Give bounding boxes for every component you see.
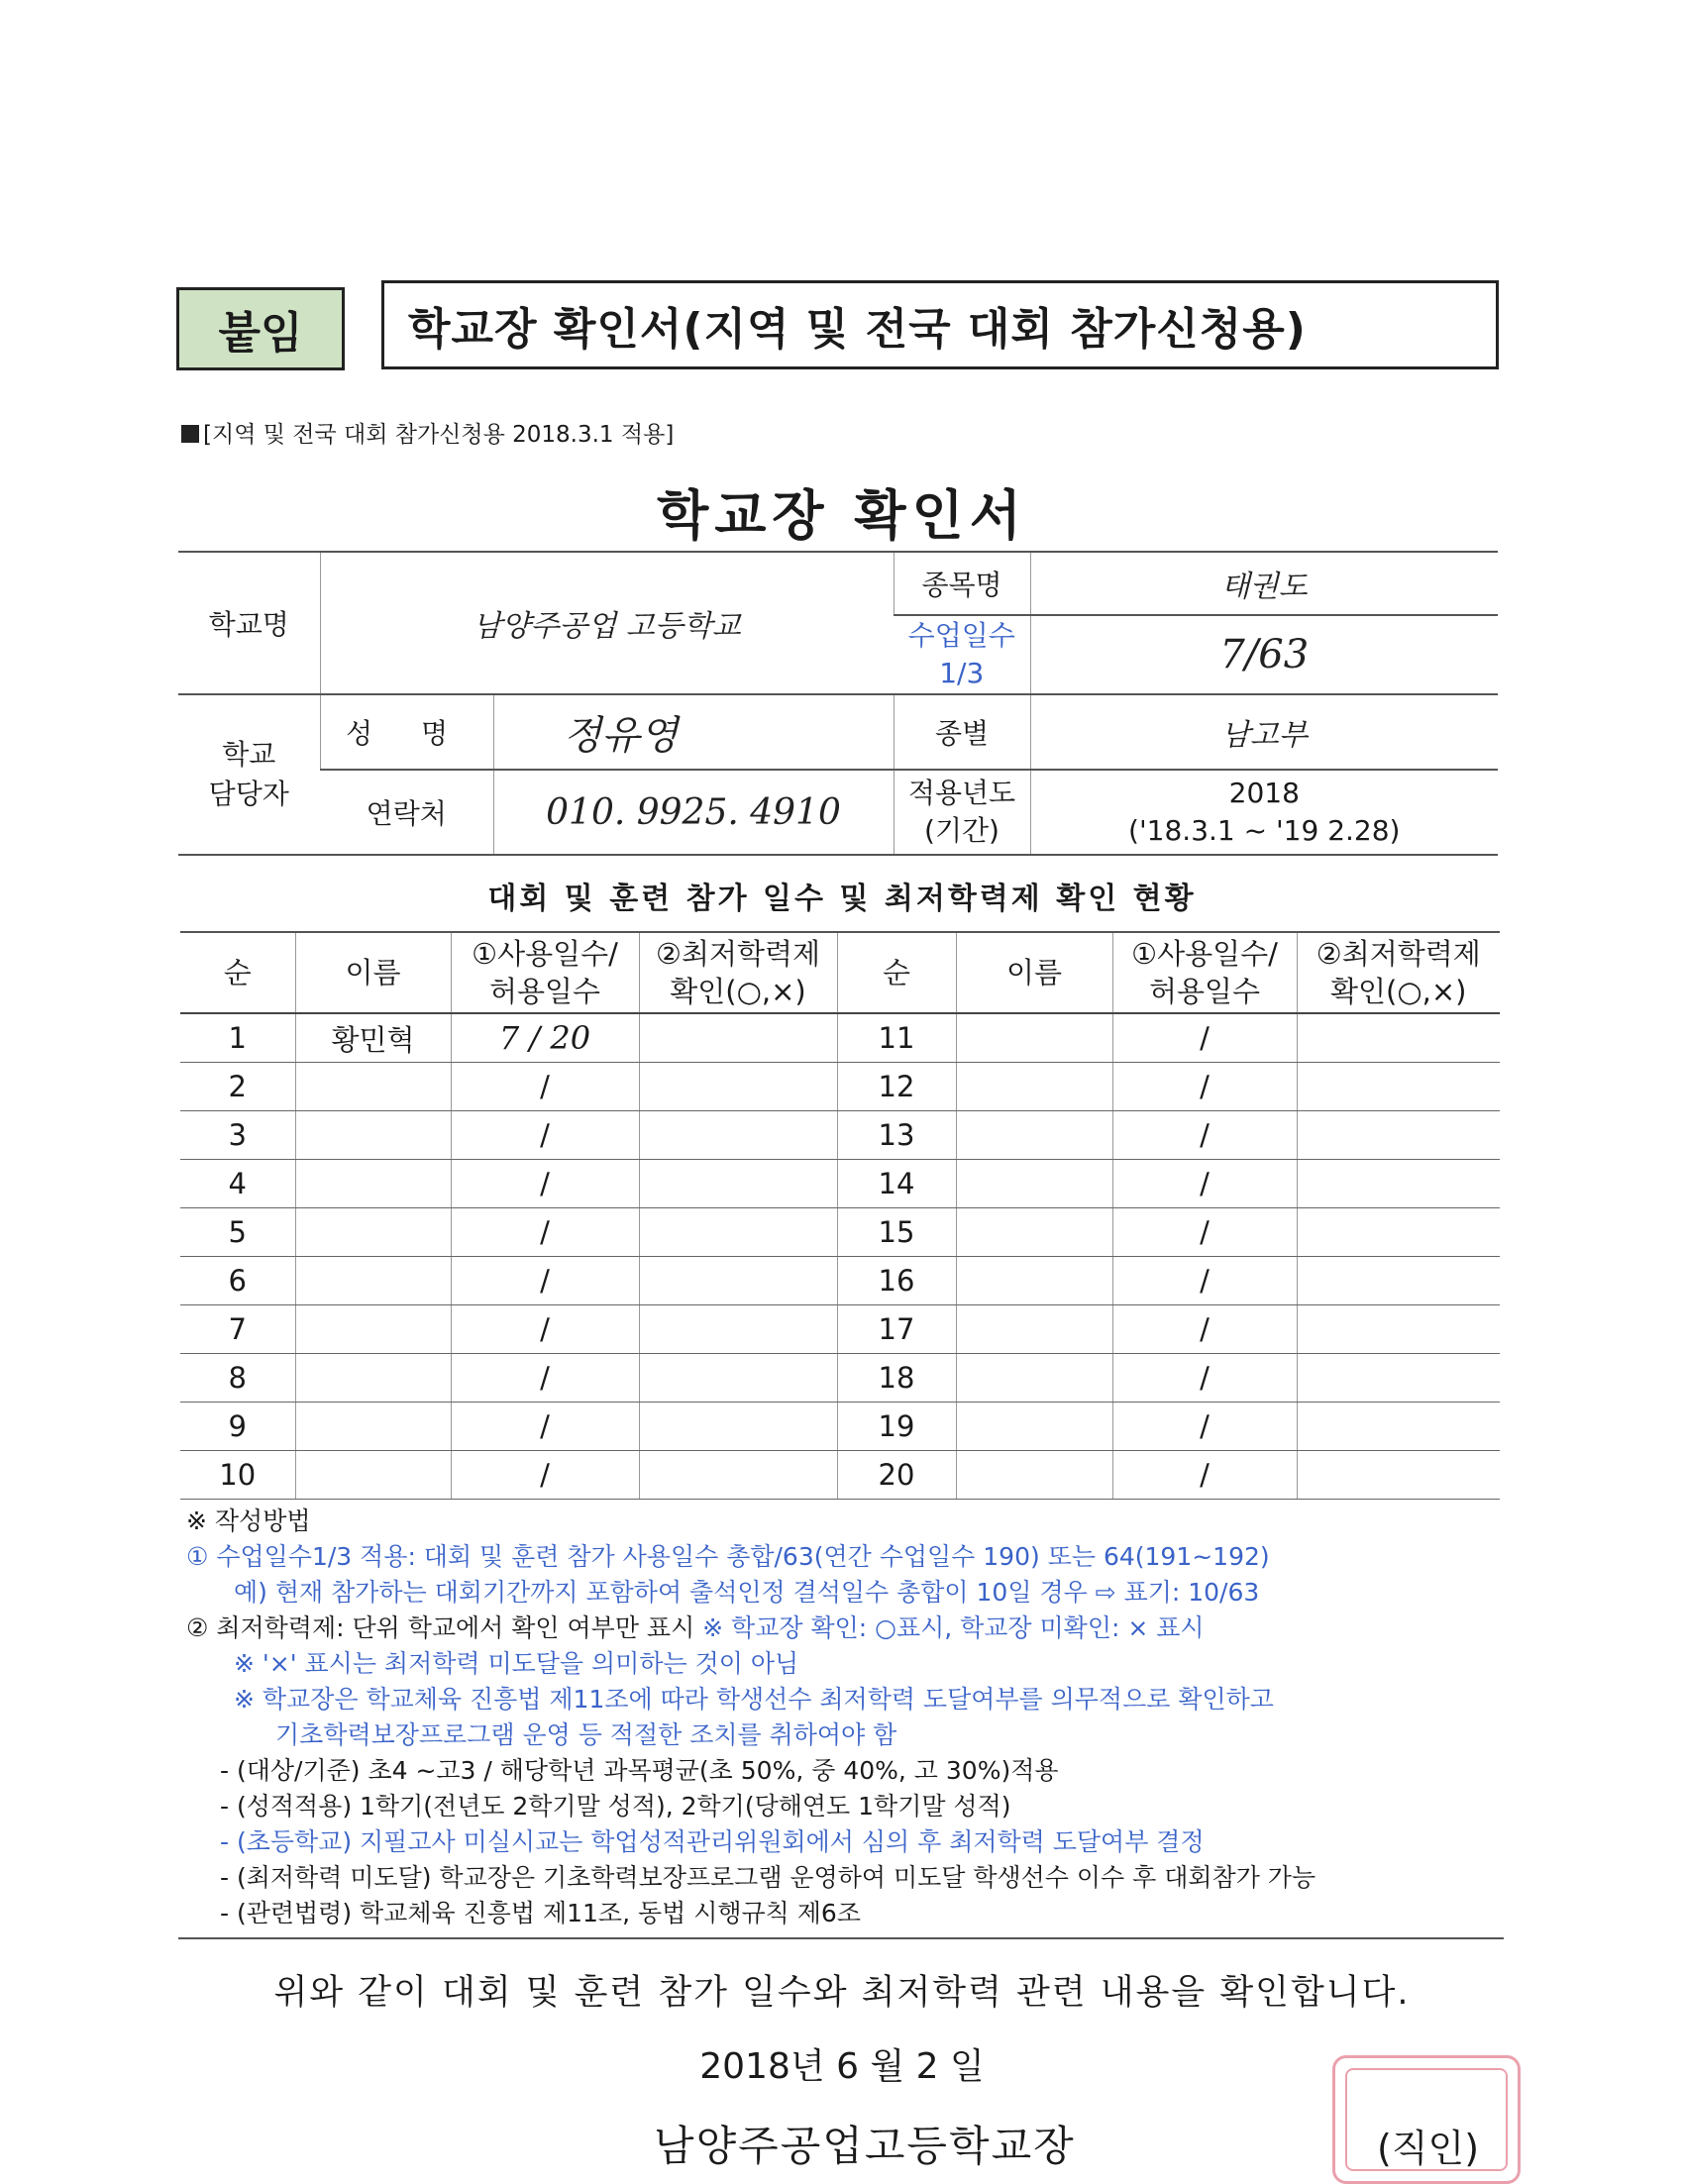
table-row	[180, 1208, 1500, 1257]
name-cell	[295, 1403, 451, 1451]
note-1b: 예) 현재 참가하는 대회기간까지 포함하여 출석인정 결석일수 총합이 10일 경우 ⇨ 표기: 10/63	[234, 1578, 1260, 1607]
days-cell-2: /	[1112, 1451, 1297, 1500]
name-cell-2	[956, 1208, 1112, 1257]
min-check-cell-2	[1297, 1354, 1500, 1403]
header-min-2-line2: 확인(○,×)	[1330, 975, 1467, 1008]
days-cell: /	[451, 1451, 639, 1500]
staff-label-line1: 학교	[222, 738, 276, 771]
order-cell-2: 16	[837, 1257, 956, 1305]
class-days-label-line1: 수업일수	[907, 619, 1015, 652]
header-min-line2: 확인(○,×)	[670, 975, 806, 1008]
year-value	[1030, 770, 1498, 855]
bullet-square-icon	[181, 425, 199, 443]
days-cell-2: /	[1112, 1305, 1297, 1354]
name-cell	[295, 1305, 451, 1354]
order-cell-2: 15	[837, 1208, 956, 1257]
name-cell-2	[956, 1403, 1112, 1451]
school-label: 학교명	[178, 552, 320, 694]
confirm-statement: 위와 같이 대회 및 훈련 참가 일수와 최저학력 관련 내용을 확인합니다.	[273, 1973, 1411, 2013]
min-check-cell	[639, 1063, 837, 1111]
year-label-line2: (기간)	[924, 814, 1000, 847]
table-row	[180, 1160, 1500, 1208]
min-check-cell	[639, 1013, 837, 1063]
min-check-cell	[639, 1257, 837, 1305]
note-2b: ※ '×' 표시는 최저학력 미도달을 의미하는 것이 아님	[234, 1649, 799, 1678]
order-cell-2: 18	[837, 1354, 956, 1403]
note-dash-1: - (대상/기준) 초4 ~고3 / 해당학년 과목평균(초 50%, 중 40%, 고 30%)적용	[220, 1756, 1059, 1785]
order-cell-2: 20	[837, 1451, 956, 1500]
note-dash-2: - (성적적용) 1학기(전년도 2학기말 성적), 2학기(당해연도 1학기말 성적)	[220, 1792, 1011, 1820]
min-check-cell	[639, 1451, 837, 1500]
order-cell-2: 11	[837, 1013, 956, 1063]
name-cell	[295, 1354, 451, 1403]
divider	[178, 1937, 1504, 1939]
order-cell: 6	[180, 1257, 295, 1305]
min-check-cell-2	[1297, 1013, 1500, 1063]
name-cell	[295, 1063, 451, 1111]
order-cell-2: 17	[837, 1305, 956, 1354]
category-value: 남고부	[1030, 694, 1498, 770]
class-days-label-line2: 1/3	[939, 657, 985, 689]
header-min-standard	[639, 932, 837, 1013]
header-order: 순	[180, 932, 295, 1013]
days-cell: /	[451, 1111, 639, 1160]
header-min-standard-2	[1297, 932, 1500, 1013]
order-cell: 1	[180, 1013, 295, 1063]
instructions	[186, 1504, 1514, 1931]
min-check-cell-2	[1297, 1111, 1500, 1160]
days-cell-2: /	[1112, 1208, 1297, 1257]
name-value: 정유영	[493, 694, 894, 770]
order-cell-2: 13	[837, 1111, 956, 1160]
header-order-2: 순	[837, 932, 956, 1013]
min-check-cell	[639, 1160, 837, 1208]
class-days-value: 7/63	[1030, 615, 1498, 694]
days-cell-2: /	[1112, 1111, 1297, 1160]
min-check-cell	[639, 1111, 837, 1160]
min-check-cell	[639, 1208, 837, 1257]
days-cell-2: /	[1112, 1160, 1297, 1208]
min-check-cell-2	[1297, 1160, 1500, 1208]
min-check-cell-2	[1297, 1063, 1500, 1111]
order-cell-2: 14	[837, 1160, 956, 1208]
header-days-line1: ①사용일수/	[472, 937, 618, 971]
header-days-2	[1112, 932, 1297, 1013]
note-2a-legend: ※ 학교장 확인: ○표시, 학교장 미확인: × 표시	[694, 1613, 1205, 1642]
name-cell-2	[956, 1257, 1112, 1305]
order-cell: 3	[180, 1111, 295, 1160]
days-cell-2: /	[1112, 1063, 1297, 1111]
class-days-label	[894, 615, 1030, 694]
days-cell: /	[451, 1208, 639, 1257]
name-cell-2	[956, 1013, 1112, 1063]
min-check-cell-2	[1297, 1305, 1500, 1354]
header-days-line2: 허용일수	[488, 975, 601, 1008]
name-cell	[295, 1208, 451, 1257]
order-cell: 9	[180, 1403, 295, 1451]
days-cell-2: /	[1112, 1013, 1297, 1063]
attachment-label: 붙임	[176, 287, 345, 370]
name-cell	[295, 1111, 451, 1160]
table-row	[180, 1354, 1500, 1403]
header-min-2-line1: ②최저학력제	[1316, 937, 1481, 971]
name-cell-2	[956, 1160, 1112, 1208]
order-cell: 2	[180, 1063, 295, 1111]
table-row	[180, 1305, 1500, 1354]
note-dash-4: - (최저학력 미도달) 학교장은 기초학력보장프로그램 운영하여 미도달 학생선수 이수 후 대회참가 가능	[220, 1863, 1316, 1892]
days-cell: /	[451, 1160, 639, 1208]
contact-label: 연락처	[320, 770, 493, 855]
name-cell-2	[956, 1111, 1112, 1160]
days-cell-2: /	[1112, 1354, 1297, 1403]
school-value: 남양주공업 고등학교	[320, 552, 894, 694]
days-cell: /	[451, 1063, 639, 1111]
name-cell-2	[956, 1451, 1112, 1500]
page-title: 학교장 확인서	[657, 484, 1027, 547]
name-cell	[295, 1257, 451, 1305]
note-2d: 기초학력보장프로그램 운영 등 적절한 조치를 취하여야 함	[275, 1720, 897, 1749]
header-min-line1: ②최저학력제	[655, 937, 821, 971]
header-days	[451, 932, 639, 1013]
notes-heading: ※ 작성방법	[186, 1507, 311, 1535]
table-row	[180, 1111, 1500, 1160]
days-cell: /	[451, 1305, 639, 1354]
year-label-line1: 적용년도	[907, 777, 1016, 809]
name-cell-2	[956, 1354, 1112, 1403]
order-cell-2: 12	[837, 1063, 956, 1111]
year-value-line1: 2018	[1228, 777, 1300, 809]
days-cell: /	[451, 1257, 639, 1305]
note-2a	[186, 1611, 1514, 1646]
event-value: 태권도	[1030, 552, 1498, 615]
name-cell	[295, 1160, 451, 1208]
order-cell-2: 19	[837, 1403, 956, 1451]
header-days-2-line2: 허용일수	[1148, 975, 1261, 1008]
min-check-cell	[639, 1403, 837, 1451]
header-days-2-line1: ①사용일수/	[1131, 937, 1278, 971]
name-cell: 황민혁	[295, 1013, 451, 1063]
table-row	[180, 1451, 1500, 1500]
scope-note-text: [지역 및 전국 대회 참가신청용 2018.3.1 적용]	[203, 422, 675, 448]
event-label: 종목명	[894, 552, 1030, 615]
order-cell: 7	[180, 1305, 295, 1354]
days-cell: 7 / 20	[451, 1013, 639, 1063]
days-cell: /	[451, 1354, 639, 1403]
min-check-cell-2	[1297, 1451, 1500, 1500]
staff-label-line2: 담당자	[208, 778, 289, 810]
order-cell: 8	[180, 1354, 295, 1403]
min-check-cell	[639, 1305, 837, 1354]
order-cell: 4	[180, 1160, 295, 1208]
order-cell: 10	[180, 1451, 295, 1500]
name-cell-2	[956, 1063, 1112, 1111]
name-label: 성 명	[320, 694, 493, 770]
days-cell-2: /	[1112, 1257, 1297, 1305]
section-title: 대회 및 훈련 참가 일수 및 최저학력제 확인 현황	[487, 882, 1197, 916]
header-title: 학교장 확인서(지역 및 전국 대회 참가신청용)	[381, 280, 1499, 369]
table-row	[180, 1403, 1500, 1451]
name-cell	[295, 1451, 451, 1500]
days-cell: /	[451, 1403, 639, 1451]
seal-label: (직인)	[1377, 2127, 1480, 2170]
note-1a: ① 수업일수1/3 적용: 대회 및 훈련 참가 사용일수 총합/63(연간 수업일수 190) 또는 64(191~192)	[186, 1542, 1270, 1571]
participation-table	[180, 931, 1500, 1500]
name-cell-2	[956, 1305, 1112, 1354]
min-check-cell-2	[1297, 1403, 1500, 1451]
category-label: 종별	[894, 694, 1030, 770]
note-2c: ※ 학교장은 학교체육 진흥법 제11조에 따라 학생선수 최저학력 도달여부를 의무적으로 확인하고	[234, 1685, 1274, 1714]
min-check-cell-2	[1297, 1208, 1500, 1257]
table-row	[180, 1063, 1500, 1111]
note-dash-3: - (초등학교) 지필고사 미실시교는 학업성적관리위원회에서 심의 후 최저학력 도달여부 결정	[220, 1827, 1205, 1856]
header-name-2: 이름	[956, 932, 1112, 1013]
staff-label	[178, 694, 320, 855]
info-table	[178, 551, 1498, 856]
contact-value: 010. 9925. 4910	[493, 770, 894, 855]
year-value-line2: ('18.3.1 ~ '19 2.28)	[1128, 814, 1401, 847]
scope-note	[181, 416, 674, 449]
signer-name: 남양주공업고등학교장	[654, 2122, 1076, 2170]
note-dash-5: - (관련법령) 학교체육 진흥법 제11조, 동법 시행규칙 제6조	[220, 1899, 861, 1927]
min-check-cell-2	[1297, 1257, 1500, 1305]
table-row	[180, 1013, 1500, 1063]
min-check-cell	[639, 1354, 837, 1403]
year-label	[894, 770, 1030, 855]
days-cell-2: /	[1112, 1403, 1297, 1451]
table-row	[180, 1257, 1500, 1305]
issue-date: 2018년 6 월 2 일	[699, 2046, 985, 2087]
order-cell: 5	[180, 1208, 295, 1257]
table-header-row	[180, 932, 1500, 1013]
header-name: 이름	[295, 932, 451, 1013]
note-2a-main: ② 최저학력제: 단위 학교에서 확인 여부만 표시	[186, 1613, 695, 1642]
